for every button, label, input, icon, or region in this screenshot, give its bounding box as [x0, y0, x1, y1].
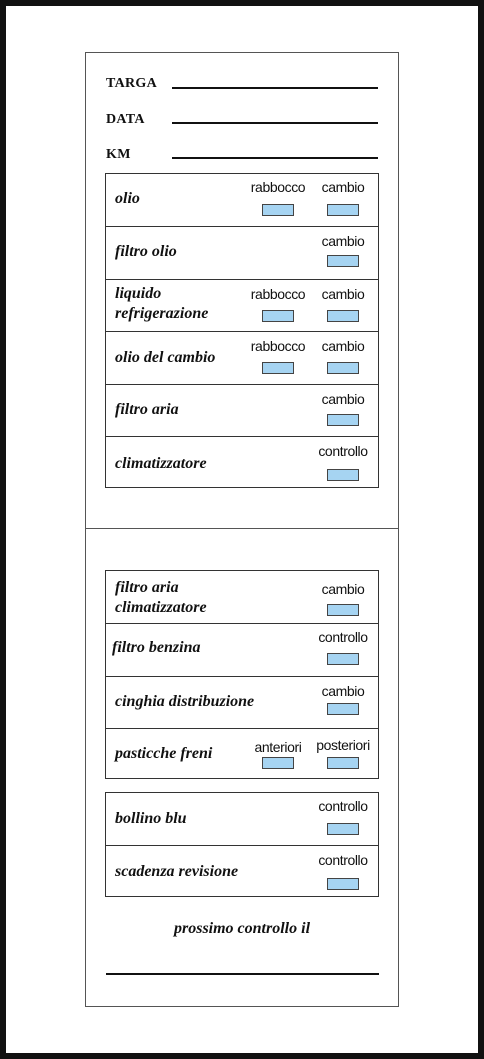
- option-label: cambio: [321, 233, 365, 249]
- option: [310, 391, 376, 407]
- option-label: posteriori: [316, 737, 370, 753]
- option-label: rabbocco: [250, 286, 306, 302]
- checkbox[interactable]: [327, 204, 359, 216]
- item-label: filtro benzina: [112, 639, 201, 656]
- checkbox[interactable]: [327, 362, 359, 374]
- table-row: [106, 331, 378, 384]
- field-line-targa[interactable]: [172, 87, 378, 89]
- option: [310, 443, 376, 459]
- option: [310, 338, 376, 354]
- checklist-group-2: [105, 570, 379, 779]
- option: [245, 179, 311, 195]
- field-line-data[interactable]: [172, 122, 378, 124]
- item-label: olio: [115, 190, 140, 207]
- option-label: controllo: [318, 798, 368, 814]
- table-row: [106, 279, 378, 331]
- item-label: filtro olio: [115, 243, 177, 260]
- checkbox[interactable]: [262, 362, 294, 374]
- option-label: rabbocco: [250, 179, 306, 195]
- field-label-targa: TARGA: [106, 76, 158, 91]
- table-row: [106, 384, 378, 436]
- table-row: [106, 793, 378, 845]
- option-label: cambio: [321, 286, 365, 302]
- checklist-group-3: [105, 792, 379, 897]
- checkbox[interactable]: [327, 823, 359, 835]
- option: [245, 338, 311, 354]
- item-label: liquido refrigerazione: [115, 285, 209, 322]
- option: [310, 683, 376, 699]
- checkbox[interactable]: [327, 757, 359, 769]
- next-check-label: prossimo controllo il: [173, 920, 311, 937]
- checkbox[interactable]: [327, 703, 359, 715]
- item-label: olio del cambio: [115, 349, 216, 366]
- checkbox[interactable]: [262, 204, 294, 216]
- checkbox[interactable]: [262, 757, 294, 769]
- option: [310, 286, 376, 302]
- item-label: bollino blu: [115, 810, 187, 827]
- option: [310, 179, 376, 195]
- table-row: [106, 436, 378, 487]
- table-row: [106, 676, 378, 728]
- option: [310, 852, 376, 868]
- option-label: controllo: [318, 443, 368, 459]
- item-label: cinghia distribuzione: [115, 693, 255, 710]
- checkbox[interactable]: [327, 604, 359, 616]
- checkbox[interactable]: [327, 878, 359, 890]
- option-label: cambio: [321, 391, 365, 407]
- checkbox[interactable]: [262, 310, 294, 322]
- item-label: climatizzatore: [115, 455, 207, 472]
- field-label-km: KM: [106, 147, 131, 162]
- item-label: pasticche freni: [115, 745, 213, 762]
- checkbox[interactable]: [327, 255, 359, 267]
- option-label: rabbocco: [250, 338, 306, 354]
- option: [310, 798, 376, 814]
- field-line-km[interactable]: [172, 157, 378, 159]
- option-label: cambio: [321, 179, 365, 195]
- option-label: cambio: [321, 581, 365, 597]
- item-label: scadenza revisione: [115, 863, 239, 880]
- next-check-line[interactable]: [106, 973, 379, 975]
- checkbox[interactable]: [327, 653, 359, 665]
- option: [310, 581, 376, 597]
- field-label-data: DATA: [106, 112, 145, 127]
- option-label: controllo: [318, 852, 368, 868]
- option: [245, 286, 311, 302]
- checkbox[interactable]: [327, 469, 359, 481]
- checkbox[interactable]: [327, 414, 359, 426]
- table-row: [106, 226, 378, 279]
- option-label: anteriori: [254, 739, 302, 755]
- item-label: filtro aria climatizzatore: [115, 579, 207, 616]
- table-row: [106, 623, 378, 676]
- option-label: controllo: [318, 629, 368, 645]
- option: [310, 233, 376, 249]
- option: [310, 629, 376, 645]
- table-row: [106, 174, 378, 226]
- table-row: [106, 728, 378, 778]
- option-label: cambio: [321, 683, 365, 699]
- checkbox[interactable]: [327, 310, 359, 322]
- item-label: filtro aria: [115, 401, 179, 418]
- option: [245, 739, 311, 755]
- checklist-group-1: [105, 173, 379, 488]
- option-label: cambio: [321, 338, 365, 354]
- table-row: [106, 845, 378, 896]
- fold-line: [85, 528, 399, 529]
- option: [310, 737, 376, 753]
- table-row: [106, 571, 378, 623]
